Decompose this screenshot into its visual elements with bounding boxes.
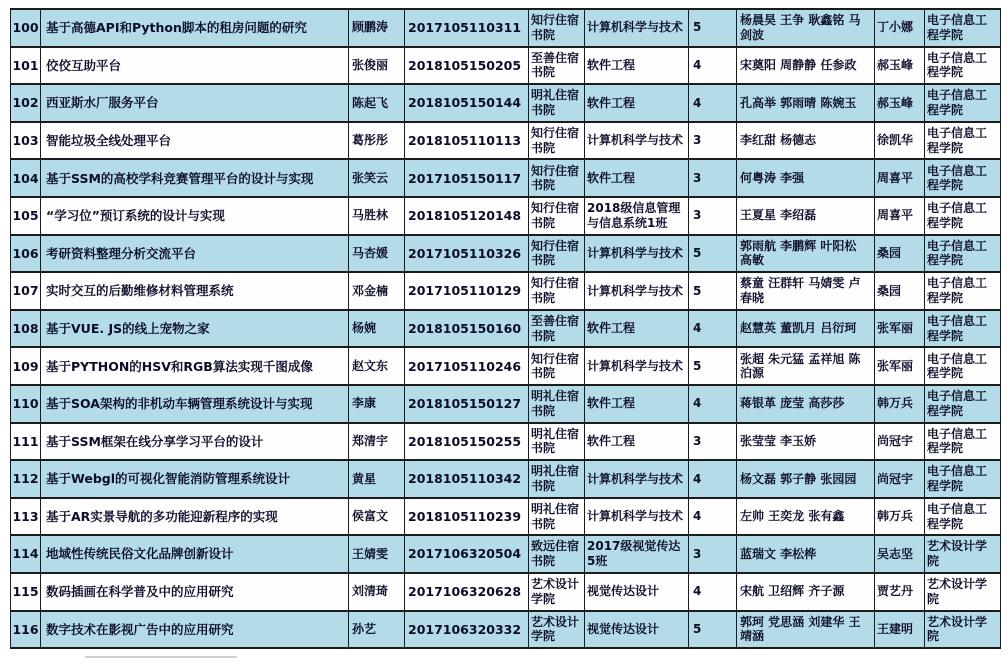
cell-team-size: 4 — [689, 84, 737, 122]
cell-leader-name: 孙艺 — [349, 611, 405, 649]
cell-leader-name: 张俊丽 — [349, 47, 405, 85]
cell-college: 艺术设计学院 — [529, 573, 585, 611]
cell-members: 蔡童 汪群轩 马婧雯 卢春晓 — [737, 272, 875, 310]
cell-major: 2018级信息管理与信息系统1班 — [585, 197, 689, 235]
cell-major: 2017级视觉传达5班 — [585, 535, 689, 573]
cell-school: 电子信息工程学院 — [925, 310, 1001, 348]
table-row — [11, 573, 1001, 611]
cell-team-size: 4 — [689, 460, 737, 498]
cell-row-number: 109 — [11, 347, 41, 385]
cell-college: 至善住宿书院 — [529, 310, 585, 348]
cell-row-number: 102 — [11, 84, 41, 122]
cell-row-number: 110 — [11, 385, 41, 423]
cell-major: 计算机科学与技术 — [585, 9, 689, 47]
cell-school: 电子信息工程学院 — [925, 9, 1001, 47]
cell-student-id: 2017106320332 — [405, 611, 529, 649]
cell-members: 郭珂 党思涵 刘建华 王靖涵 — [737, 611, 875, 649]
cell-members: 张莹莹 李玉娇 — [737, 423, 875, 461]
table-body — [11, 9, 1001, 648]
cell-college: 明礼住宿书院 — [529, 460, 585, 498]
cell-team-size: 3 — [689, 423, 737, 461]
cell-row-number: 108 — [11, 310, 41, 348]
cell-college: 知行住宿书院 — [529, 197, 585, 235]
cell-college: 艺术设计学院 — [529, 611, 585, 649]
cell-leader-name: 李康 — [349, 385, 405, 423]
cell-members: 王夏星 李绍磊 — [737, 197, 875, 235]
table-row — [11, 498, 1001, 536]
cell-school: 电子信息工程学院 — [925, 159, 1001, 197]
cell-row-number: 106 — [11, 235, 41, 273]
cell-row-number: 112 — [11, 460, 41, 498]
cell-major: 计算机科学与技术 — [585, 347, 689, 385]
cell-college: 明礼住宿书院 — [529, 84, 585, 122]
cell-row-number: 107 — [11, 272, 41, 310]
cell-teacher: 徐凯华 — [875, 122, 925, 160]
cell-leader-name: 黄星 — [349, 460, 405, 498]
cell-team-size: 5 — [689, 235, 737, 273]
cell-project-title: 智能垃圾全线处理平台 — [41, 122, 349, 160]
cell-school: 艺术设计学院 — [925, 535, 1001, 573]
cell-team-size: 4 — [689, 47, 737, 85]
cell-project-title: 基于VUE. JS的线上宠物之家 — [41, 310, 349, 348]
cell-major: 计算机科学与技术 — [585, 498, 689, 536]
cell-major: 视觉传达设计 — [585, 611, 689, 649]
cell-student-id: 2017105150117 — [405, 159, 529, 197]
cell-student-id: 2017105110326 — [405, 235, 529, 273]
cell-student-id: 2017105110311 — [405, 9, 529, 47]
project-list-table — [10, 8, 1001, 649]
cell-leader-name: 陈起飞 — [349, 84, 405, 122]
cell-teacher: 尚冠宇 — [875, 460, 925, 498]
cell-project-title: 基于SSM框架在线分享学习平台的设计 — [41, 423, 349, 461]
cell-team-size: 5 — [689, 347, 737, 385]
cell-members: 孔高举 郭雨晴 陈婉玉 — [737, 84, 875, 122]
cell-members: 左帅 王奕龙 张有鑫 — [737, 498, 875, 536]
cell-members: 郭雨航 李鹏辉 叶阳松 高敏 — [737, 235, 875, 273]
table-row — [11, 310, 1001, 348]
cell-members: 蓝瑞文 李松桦 — [737, 535, 875, 573]
cell-student-id: 2017106320504 — [405, 535, 529, 573]
cell-team-size: 3 — [689, 197, 737, 235]
cell-major: 计算机科学与技术 — [585, 460, 689, 498]
cell-school: 电子信息工程学院 — [925, 347, 1001, 385]
cell-teacher: 周喜平 — [875, 197, 925, 235]
cell-leader-name: 张笑云 — [349, 159, 405, 197]
cell-leader-name: 杨婉 — [349, 310, 405, 348]
cell-school: 艺术设计学院 — [925, 573, 1001, 611]
cell-project-title: 基于高德API和Python脚本的租房问题的研究 — [41, 9, 349, 47]
cell-major: 软件工程 — [585, 47, 689, 85]
cell-college: 知行住宿书院 — [529, 272, 585, 310]
cell-project-title: 实时交互的后勤维修材料管理系统 — [41, 272, 349, 310]
cell-team-size: 5 — [689, 611, 737, 649]
cell-row-number: 114 — [11, 535, 41, 573]
cell-project-title: 数字技术在影视广告中的应用研究 — [41, 611, 349, 649]
cell-members: 杨文磊 郭子静 张园园 — [737, 460, 875, 498]
cell-student-id: 2018105150255 — [405, 423, 529, 461]
cell-project-title: “学习位”预订系统的设计与实现 — [41, 197, 349, 235]
cell-leader-name: 刘清琦 — [349, 573, 405, 611]
cell-major: 软件工程 — [585, 159, 689, 197]
cell-members: 宋航 卫绍辉 齐子源 — [737, 573, 875, 611]
cell-row-number: 113 — [11, 498, 41, 536]
cell-teacher: 郝玉峰 — [875, 84, 925, 122]
cell-teacher: 韩万兵 — [875, 498, 925, 536]
table-row — [11, 423, 1001, 461]
table-row — [11, 47, 1001, 85]
cell-college: 知行住宿书院 — [529, 9, 585, 47]
cell-team-size: 4 — [689, 310, 737, 348]
cell-school: 电子信息工程学院 — [925, 272, 1001, 310]
cell-school: 艺术设计学院 — [925, 611, 1001, 649]
cell-major: 计算机科学与技术 — [585, 122, 689, 160]
cell-project-title: 数码插画在科学普及中的应用研究 — [41, 573, 349, 611]
cell-school: 电子信息工程学院 — [925, 460, 1001, 498]
cell-student-id: 2018105150205 — [405, 47, 529, 85]
table-row — [11, 122, 1001, 160]
table-row — [11, 197, 1001, 235]
cell-leader-name: 马胜林 — [349, 197, 405, 235]
table-row — [11, 159, 1001, 197]
cell-project-title: 西亚斯水厂服务平台 — [41, 84, 349, 122]
cell-student-id: 2018105110113 — [405, 122, 529, 160]
cell-student-id: 2018105150144 — [405, 84, 529, 122]
cell-team-size: 4 — [689, 573, 737, 611]
cell-student-id: 2018105150160 — [405, 310, 529, 348]
cell-student-id: 2018105110239 — [405, 498, 529, 536]
cell-student-id: 2018105120148 — [405, 197, 529, 235]
cell-members: 杨晨昊 王争 耿鑫铭 马剑波 — [737, 9, 875, 47]
cell-leader-name: 赵文东 — [349, 347, 405, 385]
cell-teacher: 张军丽 — [875, 310, 925, 348]
cell-teacher: 尚冠宇 — [875, 423, 925, 461]
cell-student-id: 2018105150127 — [405, 385, 529, 423]
cell-row-number: 104 — [11, 159, 41, 197]
cell-major: 计算机科学与技术 — [585, 235, 689, 273]
cell-leader-name: 葛彤彤 — [349, 122, 405, 160]
cell-school: 电子信息工程学院 — [925, 385, 1001, 423]
cell-leader-name: 马杏媛 — [349, 235, 405, 273]
cell-college: 明礼住宿书院 — [529, 498, 585, 536]
cell-teacher: 贾艺丹 — [875, 573, 925, 611]
cell-team-size: 4 — [689, 385, 737, 423]
cell-row-number: 116 — [11, 611, 41, 649]
cell-college: 明礼住宿书院 — [529, 385, 585, 423]
cell-college: 知行住宿书院 — [529, 159, 585, 197]
cell-members: 蒋银革 庞莹 高莎莎 — [737, 385, 875, 423]
cell-school: 电子信息工程学院 — [925, 47, 1001, 85]
cell-leader-name: 侯富文 — [349, 498, 405, 536]
cell-teacher: 丁小娜 — [875, 9, 925, 47]
cell-school: 电子信息工程学院 — [925, 498, 1001, 536]
cell-leader-name: 顾鹏涛 — [349, 9, 405, 47]
cell-major: 软件工程 — [585, 423, 689, 461]
cell-members: 赵慧英 董凯月 吕衍珂 — [737, 310, 875, 348]
cell-row-number: 105 — [11, 197, 41, 235]
cell-row-number: 115 — [11, 573, 41, 611]
cell-members: 李红甜 杨德志 — [737, 122, 875, 160]
cell-team-size: 5 — [689, 272, 737, 310]
cell-row-number: 100 — [11, 9, 41, 47]
cell-members: 宋奠阳 周静静 任参政 — [737, 47, 875, 85]
cell-college: 知行住宿书院 — [529, 347, 585, 385]
cell-school: 电子信息工程学院 — [925, 84, 1001, 122]
cell-student-id: 2017105110129 — [405, 272, 529, 310]
cell-row-number: 103 — [11, 122, 41, 160]
cell-row-number: 111 — [11, 423, 41, 461]
cell-teacher: 吴志坚 — [875, 535, 925, 573]
cell-team-size: 3 — [689, 159, 737, 197]
cell-major: 计算机科学与技术 — [585, 272, 689, 310]
cell-college: 明礼住宿书院 — [529, 423, 585, 461]
cell-teacher: 桑园 — [875, 272, 925, 310]
table-row — [11, 385, 1001, 423]
cell-team-size: 5 — [689, 9, 737, 47]
cell-teacher: 郝玉峰 — [875, 47, 925, 85]
cell-student-id: 2018105110342 — [405, 460, 529, 498]
cell-major: 软件工程 — [585, 310, 689, 348]
cell-school: 电子信息工程学院 — [925, 423, 1001, 461]
cell-student-id: 2017106320628 — [405, 573, 529, 611]
cell-team-size: 3 — [689, 535, 737, 573]
cell-college: 知行住宿书院 — [529, 235, 585, 273]
table-row — [11, 272, 1001, 310]
cell-project-title: 基于SOA架构的非机动车辆管理系统设计与实现 — [41, 385, 349, 423]
cell-teacher: 桑园 — [875, 235, 925, 273]
cell-row-number: 101 — [11, 47, 41, 85]
table-row — [11, 235, 1001, 273]
cell-team-size: 4 — [689, 498, 737, 536]
cell-leader-name: 邓金楠 — [349, 272, 405, 310]
table-row — [11, 611, 1001, 649]
cell-college: 致远住宿书院 — [529, 535, 585, 573]
cell-teacher: 张军丽 — [875, 347, 925, 385]
cell-teacher: 周喜平 — [875, 159, 925, 197]
cell-project-title: 佼佼互助平台 — [41, 47, 349, 85]
table-row — [11, 460, 1001, 498]
cell-major: 视觉传达设计 — [585, 573, 689, 611]
cell-leader-name: 郑清宇 — [349, 423, 405, 461]
cell-college: 知行住宿书院 — [529, 122, 585, 160]
cell-project-title: 基于AR实景导航的多功能迎新程序的实现 — [41, 498, 349, 536]
cell-project-title: 地域性传统民俗文化品牌创新设计 — [41, 535, 349, 573]
cell-major: 软件工程 — [585, 84, 689, 122]
cell-school: 电子信息工程学院 — [925, 122, 1001, 160]
cell-school: 电子信息工程学院 — [925, 235, 1001, 273]
table-row — [11, 535, 1001, 573]
partial-gridline — [85, 656, 237, 658]
table-row — [11, 84, 1001, 122]
cell-major: 软件工程 — [585, 385, 689, 423]
cell-leader-name: 王婧雯 — [349, 535, 405, 573]
cell-project-title: 基于PYTHON的HSV和RGB算法实现千图成像 — [41, 347, 349, 385]
cell-student-id: 2017105110246 — [405, 347, 529, 385]
cell-school: 电子信息工程学院 — [925, 197, 1001, 235]
cell-project-title: 考研资料整理分析交流平台 — [41, 235, 349, 273]
table-row — [11, 347, 1001, 385]
cell-college: 至善住宿书院 — [529, 47, 585, 85]
cell-teacher: 王建明 — [875, 611, 925, 649]
project-list-table-wrap — [10, 8, 1001, 649]
cell-members: 张超 朱元猛 孟祥旭 陈泊源 — [737, 347, 875, 385]
table-row — [11, 9, 1001, 47]
cell-project-title: 基于SSM的高校学科竞赛管理平台的设计与实现 — [41, 159, 349, 197]
cell-team-size: 3 — [689, 122, 737, 160]
cell-teacher: 韩万兵 — [875, 385, 925, 423]
cell-members: 何粤涛 李强 — [737, 159, 875, 197]
cell-project-title: 基于Webgl的可视化智能消防管理系统设计 — [41, 460, 349, 498]
